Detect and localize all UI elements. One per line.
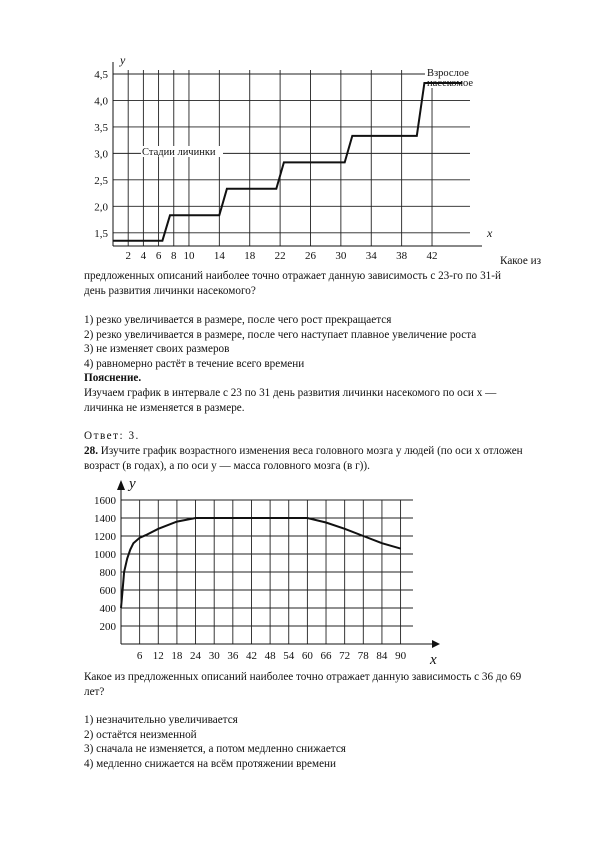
q27-option-4: 4) равномерно растёт в течение всего времени	[84, 357, 305, 370]
x-tick-label: 54	[283, 650, 295, 662]
x-tick-label: 60	[301, 650, 313, 662]
y-tick-label: 200	[99, 621, 116, 633]
q28-prompt-text: Изучите график возрастного изменения веса головного мозга у людей (по оси x отложен возраст (в годах), а по оси y — масса головного мозга (в г)).	[84, 445, 523, 472]
q27-option-2: 2) резко увеличивается в размере, после чего наступает плавное увеличение роста	[84, 328, 477, 341]
x-tick-label: 18	[171, 650, 183, 662]
annotation-adult-line2: насекомое	[427, 78, 474, 89]
y-axis-label: y	[120, 53, 126, 67]
y-tick-labels	[94, 495, 117, 633]
x-tick-label: 48	[264, 650, 276, 662]
x-axis-label: x	[487, 226, 493, 240]
growth-line	[113, 83, 462, 241]
q28-question: Какое из предложенных описаний наиболее точно отражает данную зависимость с 36 до 69 лет?	[84, 671, 522, 698]
explanation-text: Изучаем график в интервале с 23 по 31 день развития личинки насекомого по оси x — личинка не изменяется в размере.	[84, 387, 497, 414]
y-tick-label: 3,0	[94, 148, 108, 161]
x-axis-label: x	[430, 652, 437, 668]
x-tick-labels	[125, 250, 437, 260]
y-tick-label: 1200	[94, 531, 116, 543]
x-tick-label: 4	[140, 250, 147, 260]
q28-number: 28.	[84, 445, 98, 457]
q27-option-1: 1) резко увеличивается в размере, после чего рост прекращается	[84, 314, 392, 326]
x-tick-labels	[137, 650, 407, 662]
q28-option-1: 1) незначительно увеличивается	[84, 714, 238, 726]
q27-question: предложенных описаний наиболее точно отражает данную зависимость с 23-го по 31-й день развития личинки насекомого?	[84, 270, 501, 297]
x-tick-label: 30	[208, 650, 220, 662]
q28-option-4: 4) медленно снижается на всём протяжении времени	[84, 757, 337, 770]
brain-weight-chart	[0, 470, 595, 670]
axes	[117, 480, 440, 648]
x-tick-label: 34	[365, 250, 377, 260]
x-tick-label: 22	[274, 250, 286, 260]
x-tick-label: 90	[395, 650, 407, 662]
y-tick-label: 2,0	[94, 201, 108, 214]
x-tick-label: 8	[171, 250, 177, 260]
y-tick-label: 3,5	[94, 121, 108, 134]
y-tick-label: 600	[99, 585, 116, 597]
x-tick-label: 36	[227, 650, 239, 662]
y-tick-label: 1,5	[94, 227, 108, 240]
q28-prompt	[84, 444, 524, 473]
y-tick-label: 4,5	[94, 69, 108, 81]
y-tick-label: 2,5	[94, 174, 108, 187]
y-tick-labels	[94, 69, 108, 240]
q27-option-3: 3) не изменяет своих размеров	[84, 343, 230, 356]
q28-option-2: 2) остаётся неизменной	[84, 728, 197, 741]
x-axis-arrow	[432, 640, 440, 648]
insect-growth-chart	[0, 0, 595, 260]
y-axis-label: y	[129, 476, 136, 492]
grid	[113, 70, 470, 246]
y-axis-arrow	[117, 480, 125, 490]
x-tick-label: 84	[376, 650, 388, 662]
x-tick-label: 30	[335, 250, 347, 260]
x-tick-label: 12	[152, 650, 164, 662]
y-tick-label: 1000	[94, 549, 116, 561]
x-tick-label: 78	[357, 650, 369, 662]
x-tick-label: 6	[155, 250, 162, 260]
grid	[121, 500, 413, 644]
y-tick-label: 400	[99, 603, 116, 615]
x-tick-label: 38	[396, 250, 408, 260]
x-tick-label: 18	[244, 250, 256, 260]
x-tick-label: 72	[339, 650, 351, 662]
x-tick-label: 24	[190, 650, 202, 662]
x-tick-label: 26	[304, 250, 316, 260]
answer: Ответ: 3.	[84, 430, 140, 442]
y-tick-label: 800	[99, 567, 116, 579]
brain-weight-curve	[121, 518, 401, 608]
annotation-adult-line1: Взрослое	[427, 68, 469, 79]
question-intro-tail: Какое из	[500, 255, 542, 267]
x-tick-label: 14	[213, 250, 225, 260]
x-tick-label: 42	[245, 650, 257, 662]
annotation-larva: Стадии личинки	[142, 147, 216, 158]
x-tick-label: 66	[320, 650, 332, 662]
y-tick-label: 1600	[94, 495, 116, 507]
x-tick-label: 2	[125, 250, 131, 260]
y-tick-label: 4,0	[94, 95, 108, 108]
explanation-title: Пояснение.	[84, 372, 142, 385]
x-tick-label: 42	[426, 250, 438, 260]
x-tick-label: 6	[136, 650, 143, 662]
q28-option-3: 3) сначала не изменяется, а потом медленно снижается	[84, 743, 346, 756]
y-tick-label: 1400	[94, 513, 116, 525]
x-tick-label: 10	[183, 250, 195, 260]
